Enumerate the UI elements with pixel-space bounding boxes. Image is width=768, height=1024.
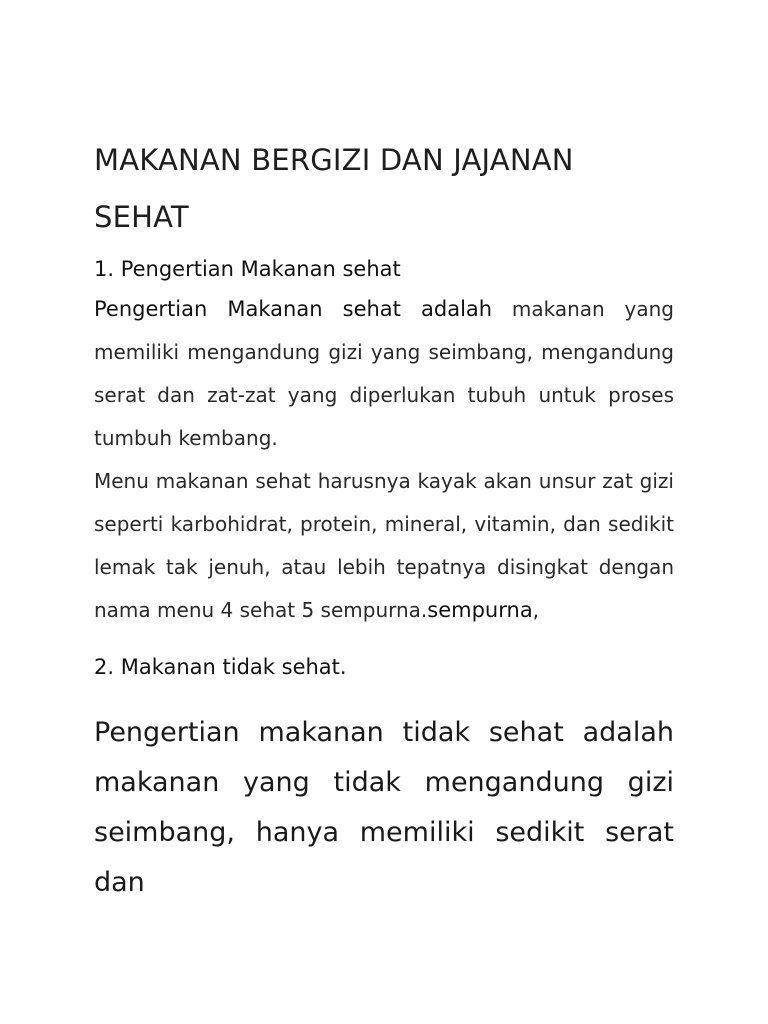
paragraph-healthy-food-definition: [94, 288, 674, 460]
healthy-menu-emphasis-word: sempurna: [427, 598, 533, 622]
section-heading-healthy-food: 1. Pengertian Makanan sehat: [94, 257, 401, 281]
section-heading-unhealthy-food: 2. Makanan tidak sehat.: [94, 655, 347, 679]
definition-lead-text: Pengertian Makanan sehat adalah: [94, 297, 493, 321]
healthy-menu-body-text: Menu makanan sehat harusnya kayak akan unsur zat gizi seperti karbohidrat, protein, mineral, vitamin, dan sedikit lemak tak jenuh, atau lebih tepatnya disingkat dengan nama menu 4 sehat 5 sempurna.: [94, 469, 674, 622]
paragraph-unhealthy-food-definition: Pengertian makanan tidak sehat adalah makanan yang tidak mengandung gizi seimbang, hanya memiliki sedikit serat dan: [94, 717, 674, 898]
document-content: [94, 132, 674, 908]
definition-body-text: makanan yang memiliki mengandung gizi yang seimbang, mengandung serat dan zat-zat yang diperlukan tubuh untuk proses tumbuh kembang.: [94, 297, 674, 450]
healthy-menu-trailing-comma: ,: [532, 598, 540, 622]
document-title: MAKANAN BERGIZI DAN JAJANAN SEHAT: [94, 143, 574, 234]
paragraph-healthy-menu: [94, 460, 674, 632]
